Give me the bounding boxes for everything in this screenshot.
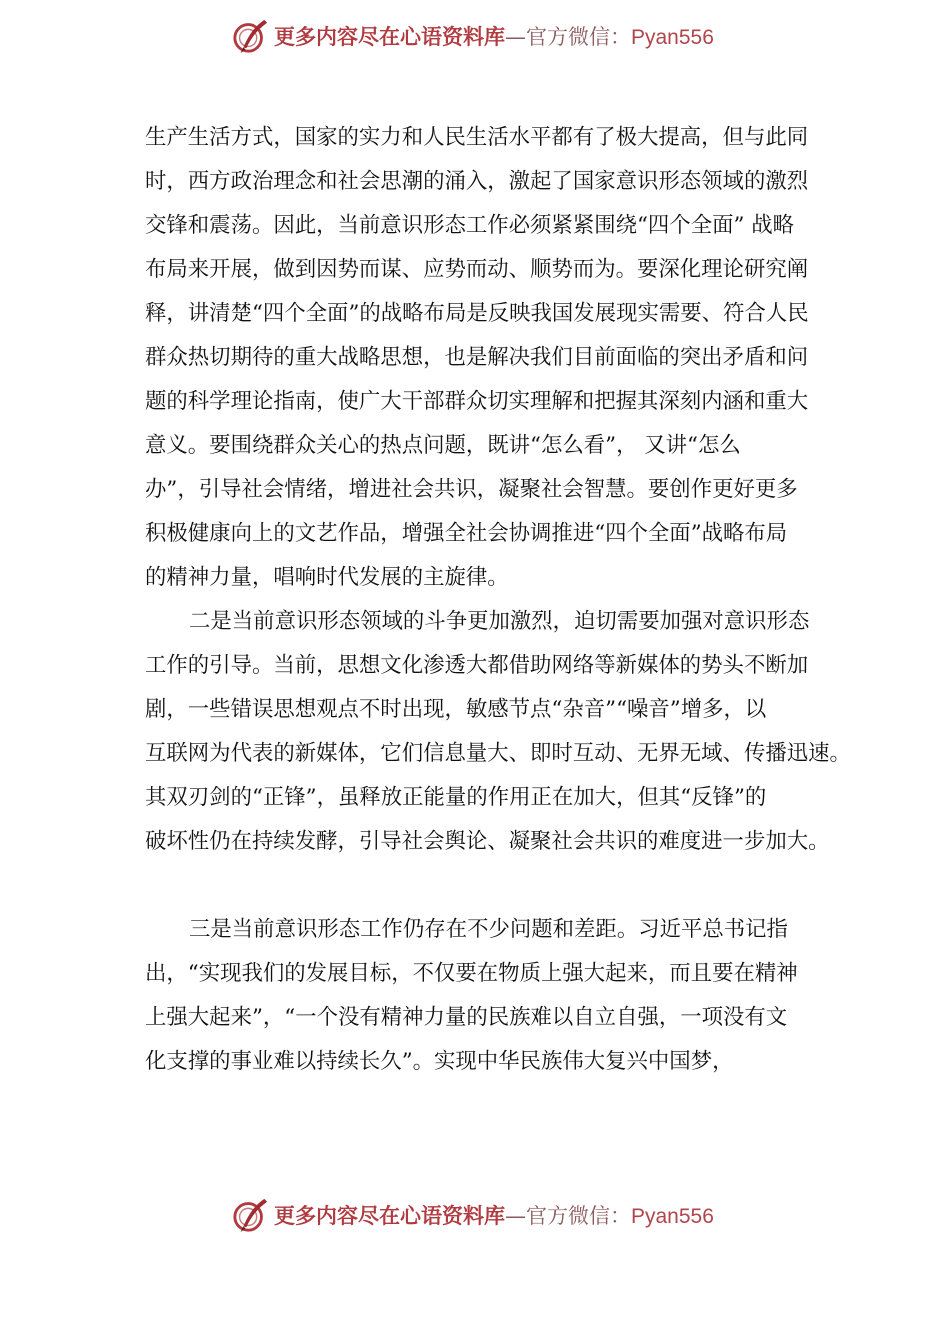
text-line: 工作的引导。当前，思想文化渗透大都借助网络等新媒体的势头不断加 (145, 653, 809, 678)
text-line: 出，“实现我们的发展目标，不仅要在物质上强大起来，而且要在精神 (145, 961, 798, 986)
banner-label: 官方微信： (526, 25, 631, 49)
text-line: 交锋和震荡。因此，当前意识形态工作必须紧紧围绕“四个全面” 战略 (145, 213, 794, 238)
quill-pen-logo-icon (232, 1196, 270, 1234)
text-line: 上强大起来”，“一个没有精神力量的民族难以自立自强，一项没有文 (145, 1005, 788, 1030)
text-line: 剧，一些错误思想观点不时出现，敏感节点“杂音”“噪音”增多，以 (145, 697, 767, 722)
text-line: 其双刃剑的“正锋”，虽释放正能量的作用正在加大，但其“反锋”的 (145, 785, 767, 810)
text-line: 互联网为代表的新媒体，它们信息量大、即时互动、无界无域、传播迅速。 (145, 741, 851, 766)
text-line: 破坏性仍在持续发酵，引导社会舆论、凝聚社会共识的难度进一步加大。 (145, 829, 830, 854)
text-line: 布局来开展，做到因势而谋、应势而动、顺势而为。要深化理论研究阐 (145, 257, 809, 282)
wechat-id: Pyan556 (631, 1205, 714, 1228)
paragraph-1 (145, 116, 835, 600)
footer-banner (232, 1195, 714, 1235)
header-banner (232, 16, 714, 56)
text-line: 三是当前意识形态工作仍存在不少问题和差距。习近平总书记指 (189, 917, 788, 942)
text-line: 释，讲清楚“四个全面”的战略布局是反映我国发展现实需要、符合人民 (145, 301, 809, 326)
banner-brand: 更多内容尽在心语资料库 (274, 25, 505, 49)
banner-label: 官方微信： (526, 1204, 631, 1228)
paragraph-3 (145, 908, 835, 1084)
quill-pen-logo-icon (232, 17, 270, 55)
text-line: 题的科学理论指南，使广大干部群众切实理解和把握其深刻内涵和重大 (145, 389, 809, 414)
banner-text (274, 1200, 714, 1230)
text-line: 化支撑的事业难以持续长久”。实现中华民族伟大复兴中国梦， (145, 1049, 734, 1074)
text-line: 积极健康向上的文艺作品，增强全社会协调推进“四个全面”战略布局 (145, 521, 788, 546)
text-line: 意义。要围绕群众关心的热点问题，既讲“怎么看”， 又讲“怎么 (145, 433, 741, 458)
text-line: 办”，引导社会情绪，增进社会共识，凝聚社会智慧。要创作更好更多 (145, 477, 798, 502)
banner-brand: 更多内容尽在心语资料库 (274, 1204, 505, 1228)
text-line: 的精神力量，唱响时代发展的主旋律。 (145, 565, 509, 590)
wechat-id: Pyan556 (631, 26, 714, 49)
paragraph-2 (145, 600, 851, 864)
banner-text (274, 21, 714, 51)
text-line: 群众热切期待的重大战略思想，也是解决我们目前面临的突出矛盾和问 (145, 345, 809, 370)
banner-separator: — (505, 25, 526, 49)
text-line: 生产生活方式，国家的实力和人民生活水平都有了极大提高，但与此同 (145, 125, 809, 150)
text-line: 时，西方政治理念和社会思潮的涌入，激起了国家意识形态领域的激烈 (145, 169, 809, 194)
banner-separator: — (505, 1204, 526, 1228)
text-line: 二是当前意识形态领域的斗争更加激烈，迫切需要加强对意识形态 (189, 609, 810, 634)
